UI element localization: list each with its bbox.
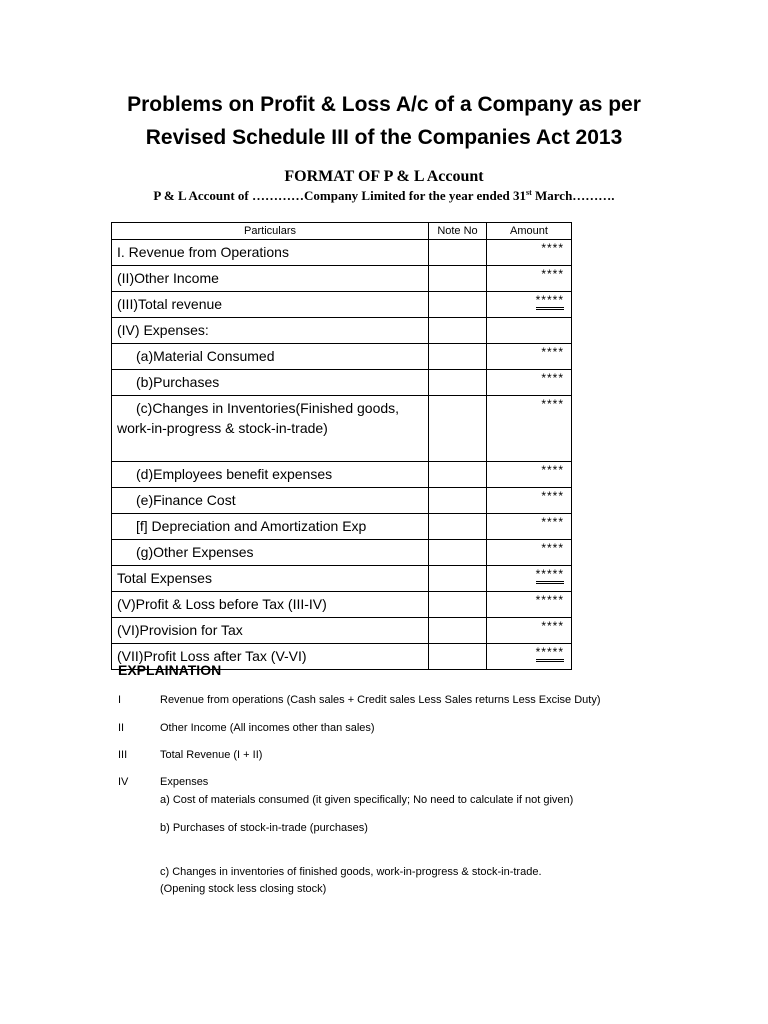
explanation-item-number: III — [118, 749, 128, 761]
note-cell — [429, 566, 487, 592]
amount-cell — [487, 566, 572, 592]
particular-cell: I. Revenue from Operations — [112, 240, 429, 266]
table-header-row — [112, 223, 572, 240]
particular-line-1: (c)Changes in Inventories(Finished goods, — [136, 400, 400, 416]
explanation-item-text: Expenses — [160, 776, 209, 788]
amount-cell: **** — [487, 514, 572, 540]
note-cell — [429, 618, 487, 644]
amount-cell: **** — [487, 462, 572, 488]
particular-cell: (VI)Provision for Tax — [112, 618, 429, 644]
note-cell — [429, 540, 487, 566]
particular-cell: (IV) Expenses: — [112, 318, 429, 344]
table-row — [112, 240, 572, 266]
particular-cell: [f] Depreciation and Amortization Exp — [112, 514, 429, 540]
amount-cell: **** — [487, 240, 572, 266]
explanation-sub-c-line-1: c) Changes in inventories of finished goods, work-in-progress & stock-in-trade. — [160, 866, 542, 878]
explanation-sub-c-line-2: (Opening stock less closing stock) — [160, 883, 327, 895]
particular-cell: (d)Employees benefit expenses — [112, 462, 429, 488]
table-row — [112, 488, 572, 514]
pl-format-table — [111, 222, 572, 670]
note-cell — [429, 240, 487, 266]
table-row — [112, 618, 572, 644]
explanation-item-text: Total Revenue (I + II) — [160, 749, 263, 761]
explanation-sub-a: a) Cost of materials consumed (it given specifically; No need to calculate if not given) — [160, 794, 574, 806]
amount-cell: **** — [487, 396, 572, 462]
note-cell — [429, 488, 487, 514]
particular-cell: (III)Total revenue — [112, 292, 429, 318]
particular-cell — [112, 396, 429, 462]
note-cell — [429, 292, 487, 318]
explanation-heading: EXPLAINATION — [118, 662, 222, 678]
particular-cell: (II)Other Income — [112, 266, 429, 292]
note-cell — [429, 644, 487, 670]
table-row — [112, 462, 572, 488]
particular-line-2: work-in-progress & stock-in-trade) — [117, 420, 328, 436]
table-row — [112, 344, 572, 370]
note-cell — [429, 370, 487, 396]
note-cell — [429, 396, 487, 462]
table-row — [112, 292, 572, 318]
particular-cell: (VII)Profit Loss after Tax (V-VI) — [112, 644, 429, 670]
particular-cell: (V)Profit & Loss before Tax (III-IV) — [112, 592, 429, 618]
format-heading: FORMAT OF P & L Account — [284, 168, 484, 185]
particular-cell: (g)Other Expenses — [112, 540, 429, 566]
amount-cell: ***** — [487, 592, 572, 618]
amount-cell: **** — [487, 488, 572, 514]
format-sub-after: March………. — [531, 188, 615, 203]
format-sub-superscript: st — [525, 188, 532, 197]
explanation-item-text: Revenue from operations (Cash sales + Credit sales Less Sales returns Less Excise Duty) — [160, 694, 601, 706]
table-row — [112, 370, 572, 396]
table-row — [112, 396, 572, 462]
explanation-item-text: Other Income (All incomes other than sales) — [160, 722, 375, 734]
table-row — [112, 318, 572, 344]
note-cell — [429, 514, 487, 540]
amount-cell: **** — [487, 344, 572, 370]
explanation-item-number: I — [118, 694, 122, 706]
particular-cell: (e)Finance Cost — [112, 488, 429, 514]
note-cell — [429, 318, 487, 344]
double-underlined-amount: ***** — [536, 293, 564, 310]
table-row — [112, 540, 572, 566]
particular-cell: (a)Material Consumed — [112, 344, 429, 370]
amount-cell — [487, 292, 572, 318]
explanation-item-number: II — [118, 722, 125, 734]
amount-cell: **** — [487, 540, 572, 566]
table-row — [112, 514, 572, 540]
double-underlined-amount: ***** — [536, 645, 564, 662]
header-amount: Amount — [487, 223, 572, 240]
amount-cell: **** — [487, 370, 572, 396]
note-cell — [429, 344, 487, 370]
amount-cell: **** — [487, 618, 572, 644]
explanation-item-number: IV — [118, 776, 129, 788]
amount-cell — [487, 644, 572, 670]
particular-cell: Total Expenses — [112, 566, 429, 592]
table-row — [112, 266, 572, 292]
header-particulars: Particulars — [112, 223, 429, 240]
table-row — [112, 592, 572, 618]
header-note-no: Note No — [429, 223, 487, 240]
explanation-sub-b: b) Purchases of stock-in-trade (purchases) — [160, 822, 368, 834]
page-title-line-2: Revised Schedule III of the Companies Act 2013 — [145, 126, 623, 149]
particular-cell: (b)Purchases — [112, 370, 429, 396]
table-row — [112, 566, 572, 592]
double-underlined-amount: ***** — [536, 567, 564, 584]
format-sub-before: P & L Account of …………Company Limited for the year ended 31 — [153, 188, 526, 203]
page-title-line-1: Problems on Profit & Loss A/c of a Company as per — [127, 93, 641, 116]
amount-cell: **** — [487, 266, 572, 292]
note-cell — [429, 462, 487, 488]
format-subheading — [0, 188, 768, 204]
note-cell — [429, 266, 487, 292]
note-cell — [429, 592, 487, 618]
amount-cell — [487, 318, 572, 344]
